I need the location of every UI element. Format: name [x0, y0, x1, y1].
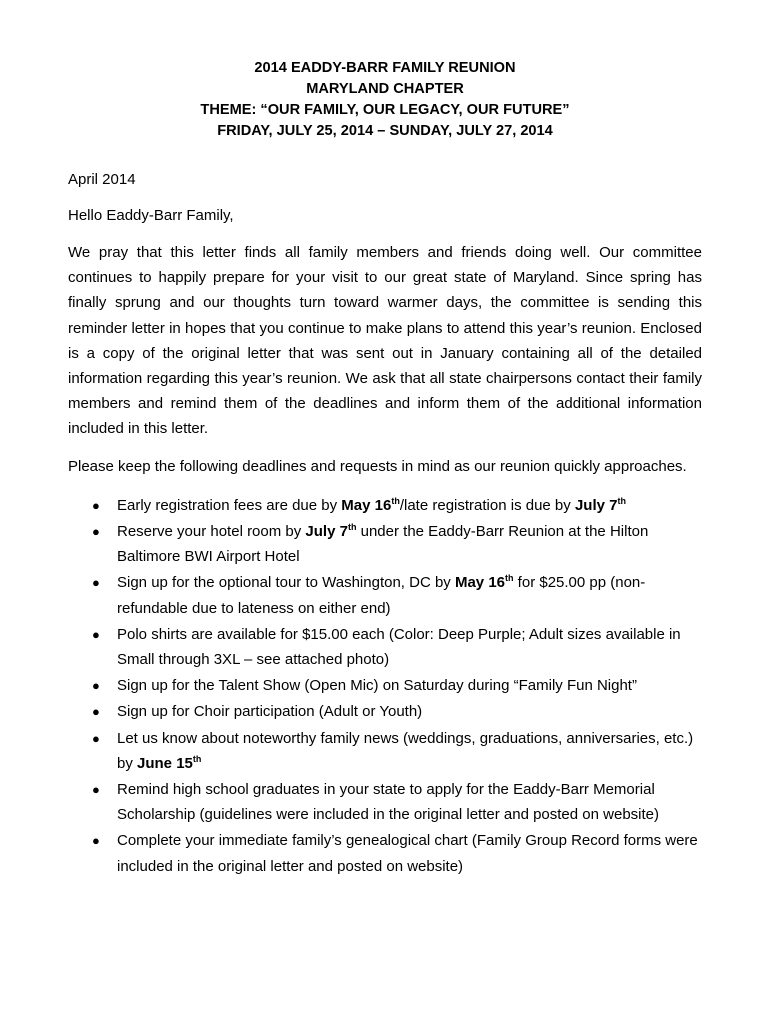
bullet-icon: ●: [92, 575, 100, 591]
header-chapter: MARYLAND CHAPTER: [306, 81, 464, 97]
list-item-hotel: ● Reserve your hotel room by July 7th under the Eaddy-Barr Reunion at the Hilton Baltimore BWI Airport Hotel: [68, 519, 702, 569]
letter-page: [68, 58, 702, 880]
list-item-tour: ● Sign up for the optional tour to Washington, DC by May 16th for $25.00 pp (non-refundable due to lateness on either end): [68, 570, 702, 620]
list-item-registration: ● Early registration fees are due by May 16th/late registration is due by July 7th: [68, 493, 702, 518]
bullet-icon: ●: [92, 782, 100, 798]
bullet-icon: ●: [92, 626, 100, 642]
bullet-icon: ●: [92, 730, 100, 746]
list-item-scholarship: ● Remind high school graduates in your state to apply for the Eaddy-Barr Memorial Scholarship (guidelines were included in the original letter and posted on website): [68, 777, 702, 827]
bullet-icon: ●: [92, 497, 100, 513]
bullet-icon: ●: [92, 678, 100, 694]
bullet-icon: ●: [92, 524, 100, 540]
header-dates: FRIDAY, JULY 25, 2014 – SUNDAY, JULY 27, 2014: [217, 123, 553, 139]
letter-date: April 2014: [68, 171, 136, 188]
list-item-talent-show: ● Sign up for the Talent Show (Open Mic) on Saturday during “Family Fun Night”: [68, 673, 702, 698]
bullet-icon: ●: [92, 833, 100, 849]
header-theme: THEME: “OUR FAMILY, OUR LEGACY, OUR FUTURE”: [200, 102, 570, 118]
intro-paragraph: We pray that this letter finds all family members and friends doing well. Our committee continues to happily prepare for your visit to our great state of Maryland. Since spring has finally sprung and our thoughts turn toward warmer days, the committee is sending this reminder letter in hopes that you continue to make plans to attend this year’s reunion. Enclosed is a copy of the original letter that was sent out in January containing all of the detailed information regarding this year’s reunion. We ask that all state chairpersons contact their family members and remind them of the deadlines and inform them of the additional information included in this letter.: [68, 244, 702, 438]
letter-greeting: Hello Eaddy-Barr Family,: [68, 207, 234, 224]
list-item-polo-shirts: ● Polo shirts are available for $15.00 each (Color: Deep Purple; Adult sizes available in Small through 3XL – see attached photo): [68, 622, 702, 672]
list-item-family-news: ● Let us know about noteworthy family news (weddings, graduations, anniversaries, etc.) by June 15th: [68, 726, 702, 776]
deadlines-intro-paragraph: Please keep the following deadlines and requests in mind as our reunion quickly approaches.: [68, 457, 687, 475]
letter-header: [68, 58, 702, 142]
list-item-choir: ● Sign up for Choir participation (Adult or Youth): [68, 699, 702, 724]
header-title: 2014 EADDY-BARR FAMILY REUNION: [254, 60, 516, 76]
bullet-icon: ●: [92, 704, 100, 720]
deadlines-list: [68, 493, 702, 879]
list-item-genealogy: ● Complete your immediate family’s genealogical chart (Family Group Record forms were included in the original letter and posted on website): [68, 828, 702, 878]
